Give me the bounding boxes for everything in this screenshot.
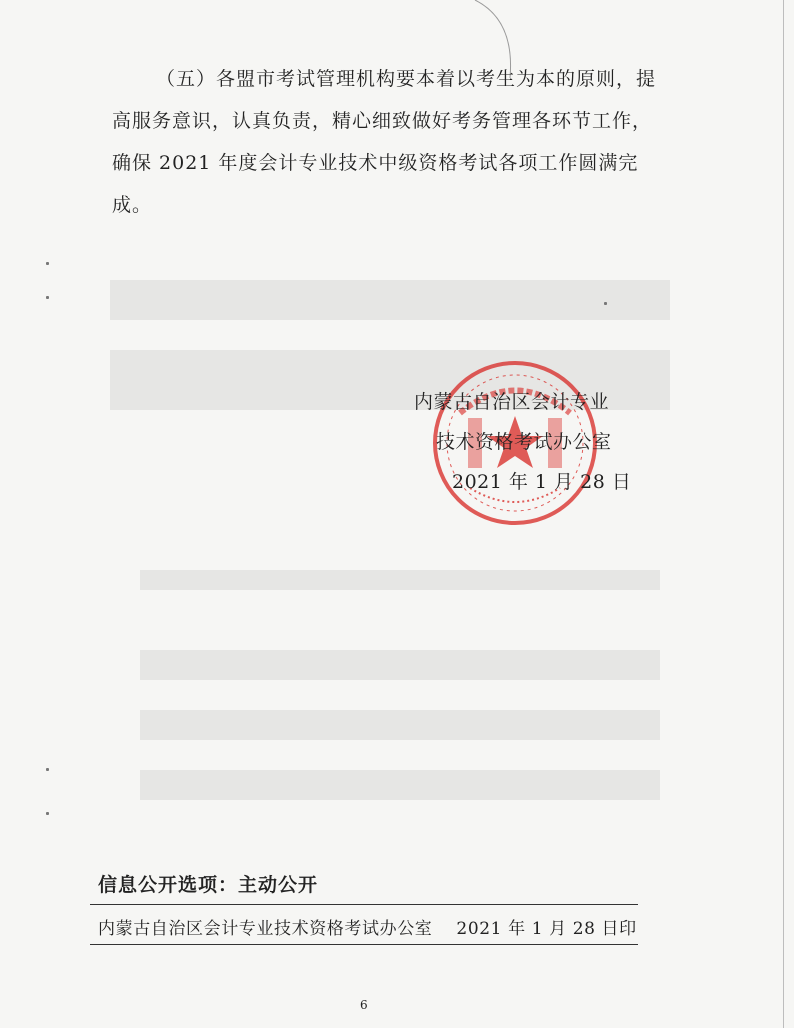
body-line: 确保 2021 年度会计专业技术中级资格考试各项工作圆满完	[112, 152, 639, 174]
body-line: （五）各盟市考试管理机构要本着以考生为本的原则，提	[156, 68, 657, 90]
body-line: 成。	[112, 194, 153, 216]
scan-speck	[604, 302, 607, 305]
disclosure-option: 信息公开选项：主动公开	[98, 874, 319, 896]
body-paragraph	[112, 58, 657, 226]
scan-speck	[46, 296, 49, 299]
footer-issuer-line	[98, 914, 637, 939]
scan-speck	[46, 262, 49, 265]
footer-rule-top	[90, 904, 638, 905]
footer-printed-date: 2021 年 1 月 28 日印	[456, 919, 637, 939]
scan-speck	[46, 768, 49, 771]
footer-issuer: 内蒙古自治区会计专业技术资格考试办公室	[98, 919, 433, 939]
signature-block	[408, 382, 648, 502]
bleed-through-artifact	[100, 250, 700, 850]
signature-org-line1: 内蒙古自治区会计专业	[414, 391, 610, 413]
signature-org-line2: 技术资格考试办公室	[436, 431, 612, 453]
footer-rule-bottom	[90, 944, 638, 945]
body-line: 高服务意识，认真负责，精心细致做好考务管理各环节工作，	[112, 110, 653, 132]
scan-edge-line	[783, 0, 784, 1028]
page-number: 6	[360, 998, 368, 1012]
scan-speck	[46, 812, 49, 815]
signature-date: 2021 年 1 月 28 日	[452, 471, 632, 493]
